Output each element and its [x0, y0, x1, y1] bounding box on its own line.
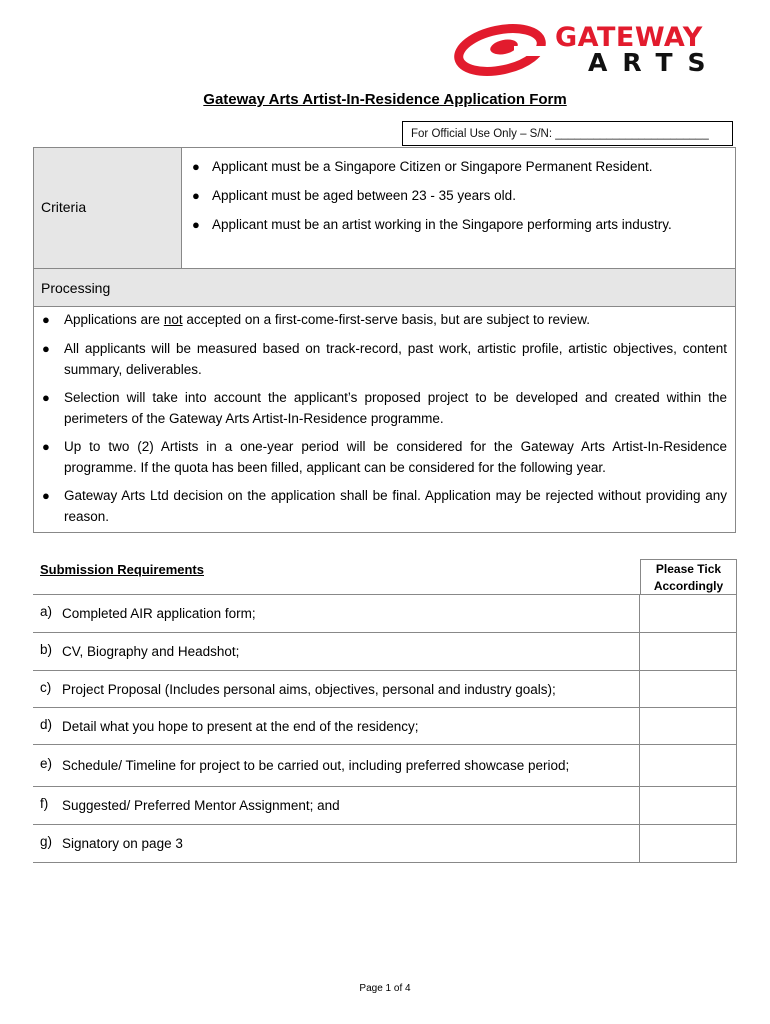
tick-checkbox[interactable]	[640, 787, 737, 825]
official-use-box: For Official Use Only – S/N: ________________________	[402, 121, 733, 146]
criteria-label: Criteria	[41, 199, 87, 215]
requirement-cell: c) Project Proposal (Includes personal aims, objectives, personal and industry goals);	[33, 671, 640, 708]
requirement-cell: d) Detail what you hope to present at the end of the residency;	[33, 708, 640, 745]
tick-checkbox[interactable]	[640, 825, 737, 863]
processing-item: ● Gateway Arts Ltd decision on the application shall be final. Application may be rejected without providing any reason.	[42, 488, 727, 524]
logo-word-gateway: GATEWAY	[555, 22, 703, 53]
requirement-cell: a) Completed AIR application form;	[33, 595, 640, 633]
processing-item: ● Selection will take into account the applicant’s proposed project to be developed and created within the perimeters of the Gateway Arts Artist-In-Residence programme.	[42, 390, 727, 426]
bullet-icon: ●	[42, 312, 50, 327]
processing-item: ● All applicants will be measured based on track-record, past work, artistic profile, artistic objectives, content summary, deliverables.	[42, 341, 727, 377]
table-row	[33, 787, 737, 825]
tick-checkbox[interactable]	[640, 595, 737, 633]
table-row	[33, 745, 737, 787]
page-number: Page 1 of 4	[359, 983, 411, 994]
processing-item: ● Up to two (2) Artists in a one-year period will be considered for the Gateway Arts Artist-In-Residence programme. If the quota has been filled, applicant can be considered for the following year.	[42, 439, 727, 475]
table-row	[33, 671, 737, 708]
tick-column-heading: Please Tick Accordingly	[640, 559, 737, 595]
criteria-item: ● Applicant must be an artist working in the Singapore performing arts industry.	[192, 215, 715, 235]
criteria-section	[33, 147, 736, 269]
criteria-item: ● Applicant must be a Singapore Citizen or Singapore Permanent Resident.	[192, 157, 715, 177]
requirement-cell: e) Schedule/ Timeline for project to be carried out, including preferred showcase period;	[33, 745, 640, 787]
requirement-cell: f) Suggested/ Preferred Mentor Assignment; and	[33, 787, 640, 825]
criteria-item: ● Applicant must be aged between 23 - 35 years old.	[192, 186, 715, 206]
bullet-icon: ●	[42, 439, 50, 454]
tick-checkbox[interactable]	[640, 745, 737, 787]
logo-word-arts: ARTS	[588, 48, 721, 77]
processing-item: ● Applications are not accepted on a first-come-first-serve basis, but are subject to review.	[42, 310, 727, 331]
processing-section	[33, 268, 736, 533]
table-row	[33, 708, 737, 745]
tick-checkbox[interactable]	[640, 671, 737, 708]
processing-header	[34, 269, 735, 307]
tick-checkbox[interactable]	[640, 708, 737, 745]
bullet-icon: ●	[42, 488, 50, 503]
bullet-icon: ●	[192, 217, 200, 232]
submission-heading: Submission Requirements	[40, 562, 204, 577]
table-row	[33, 825, 737, 863]
bullet-icon: ●	[42, 390, 50, 405]
requirement-cell: g) Signatory on page 3	[33, 825, 640, 863]
table-row	[33, 595, 737, 633]
bullet-icon: ●	[42, 341, 50, 356]
bullet-icon: ●	[192, 188, 200, 203]
requirement-cell: b) CV, Biography and Headshot;	[33, 633, 640, 671]
submission-table	[33, 594, 737, 863]
table-row	[33, 633, 737, 671]
page-title: Gateway Arts Artist-In-Residence Application Form	[203, 91, 567, 108]
criteria-label-cell	[34, 148, 182, 268]
bullet-icon: ●	[192, 159, 200, 174]
processing-label: Processing	[41, 280, 111, 296]
tick-checkbox[interactable]	[640, 633, 737, 671]
